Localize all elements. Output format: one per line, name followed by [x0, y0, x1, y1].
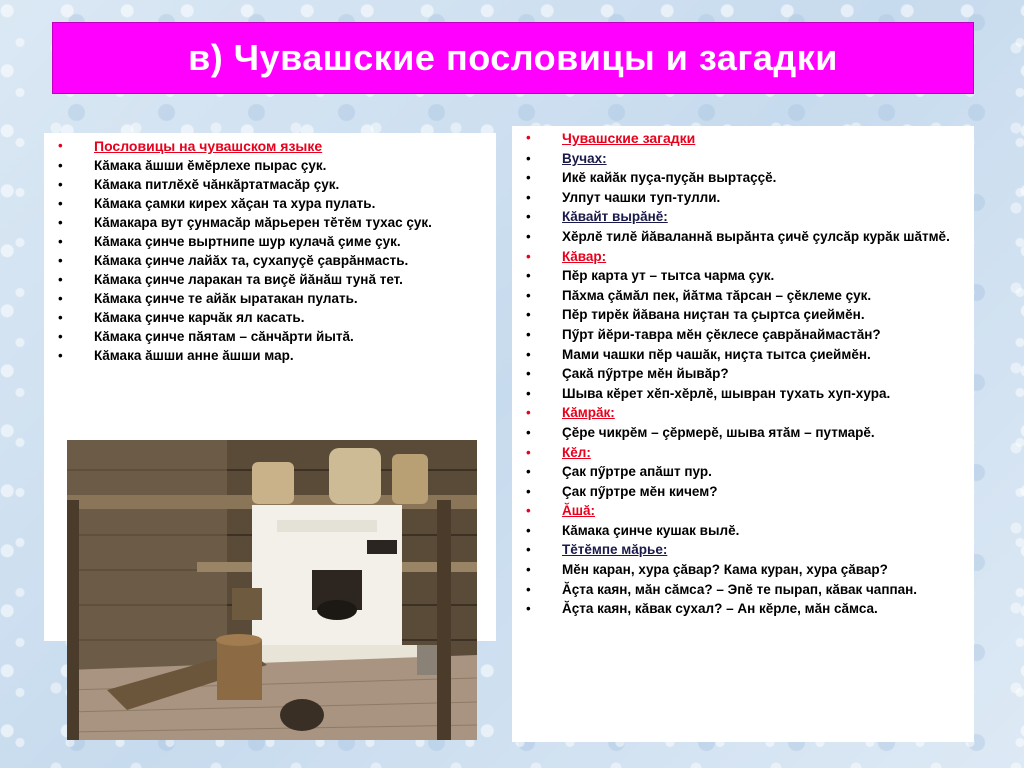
riddle-item: • Шыва кĕрет хĕп-хĕрлĕ, шывран тухать хуп-хура. — [526, 385, 891, 401]
bullet-icon: • — [58, 329, 63, 344]
bullet-icon: • — [526, 464, 531, 480]
bullet-icon: • — [526, 346, 531, 362]
riddle-category: • Кăвайт вырăнĕ: — [526, 209, 668, 225]
riddle-item: • Кăмака çинче кушак вылĕ. — [526, 522, 740, 538]
bullet-icon: • — [526, 522, 531, 538]
bullet-icon: • — [526, 542, 531, 558]
proverb-item: • Кăмака çинче карчăк ял касать. — [58, 310, 305, 325]
bullet-icon: • — [526, 562, 531, 578]
riddle-item: • Çĕре чикрĕм – çĕрмерĕ, шыва ятăм – путмарĕ. — [526, 424, 875, 440]
riddle-item: • Ăçта каян, мăн сăмса? – Эпĕ те пырап, кăвак чаппан. — [526, 581, 918, 597]
bullet-icon: • — [526, 601, 531, 617]
proverb-item: • Кăмака ăшши ĕмĕрлехе пырас çук. — [58, 158, 327, 173]
proverb-item: • Кăмака ăшши анне ăшши мар. — [58, 348, 294, 363]
proverbs-list — [44, 133, 496, 364]
bullet-icon: • — [526, 405, 531, 421]
riddle-item: • Çак пӳртре апăшт пур. — [526, 464, 712, 480]
proverb-item: • Кăмака çинче пăятам – сăнчăрти йытă. — [58, 329, 354, 344]
bullet-icon: • — [526, 307, 531, 323]
bullet-icon: • — [58, 138, 63, 153]
page-title: в) Чувашские пословицы и загадки — [188, 37, 838, 78]
riddle-item: • Улпут чашки туп-тулли. — [526, 189, 721, 205]
proverb-item: • Кăмака питлĕхĕ чăнкăртатмасăр çук. — [58, 177, 340, 192]
bullet-icon: • — [526, 287, 531, 303]
bullet-icon: • — [58, 234, 63, 249]
riddles-heading: • Чувашские загадки — [526, 130, 696, 146]
bullet-icon: • — [526, 581, 531, 597]
bullet-icon: • — [58, 215, 63, 230]
proverb-item: • Кăмака çамки кирех хăçан та хура пулать. — [58, 196, 376, 211]
bullet-icon: • — [58, 253, 63, 268]
riddle-item: • Ăçта каян, кăвак сухал? – Ан кĕрле, мăн сăмса. — [526, 601, 878, 617]
bullet-icon: • — [58, 348, 63, 363]
proverb-item: • Кăмака çинче те айăк ыратакан пулать. — [58, 291, 358, 306]
riddle-item: • Мĕн каран, хура çăвар? Кама куран, хура çăвар? — [526, 562, 888, 578]
bullet-icon: • — [526, 326, 531, 342]
riddles-list — [512, 126, 974, 617]
bullet-icon: • — [526, 170, 531, 186]
bullet-icon: • — [526, 503, 531, 519]
riddle-item: • Мами чашки пĕр чашăк, ниçта тытса çиеймĕн. — [526, 346, 871, 362]
bullet-icon: • — [526, 209, 531, 225]
bullet-icon: • — [526, 444, 531, 460]
title-banner — [52, 22, 974, 94]
bullet-icon: • — [58, 177, 63, 192]
bullet-icon: • — [526, 385, 531, 401]
riddle-item: • Хĕрлĕ тилĕ йăваланнă вырăнта çичĕ çулсăр курăк шăтмĕ. — [526, 228, 950, 244]
bullet-icon: • — [58, 272, 63, 287]
bullet-icon: • — [58, 158, 63, 173]
riddle-category: • Ăшă: — [526, 503, 596, 519]
riddle-item: • Пĕр тирĕк йăвана ниçтан та çыртса çиеймĕн. — [526, 307, 865, 323]
proverb-item: • Кăмака çинче лайăх та, сухапуçĕ çаврăнмасть. — [58, 253, 409, 268]
proverb-item: • Кăмака çинче ларакан та виçĕ йăнăш тунă тет. — [58, 272, 403, 287]
bullet-icon: • — [58, 310, 63, 325]
bullet-icon: • — [526, 366, 531, 382]
riddle-item: • Икĕ кайăк пуçа-пуçăн выртаççĕ. — [526, 170, 777, 186]
bullet-icon: • — [58, 196, 63, 211]
riddle-category: • Кăвар: — [526, 248, 607, 264]
proverbs-heading: • Пословицы на чувашском языке — [58, 138, 323, 154]
bullet-icon: • — [526, 228, 531, 244]
riddles-panel — [512, 126, 974, 742]
bullet-icon: • — [526, 248, 531, 264]
riddle-item: • Çак пӳртре мĕн кичем? — [526, 483, 718, 499]
riddle-category: • Кăмрăк: — [526, 405, 615, 421]
bullet-icon: • — [526, 424, 531, 440]
bullet-icon: • — [526, 189, 531, 205]
bullet-icon: • — [526, 130, 531, 145]
riddle-item: • Çакă пӳртре мĕн йывăр? — [526, 366, 729, 382]
riddle-item: • Пӳрт йĕри-тавра мĕн çĕклесе çаврăнаймастăн? — [526, 326, 881, 342]
bullet-icon: • — [526, 268, 531, 284]
stove-photo — [67, 440, 477, 740]
proverb-item: • Кăмака çинче выртнипе шур кулачă çиме çук. — [58, 234, 401, 249]
bullet-icon: • — [58, 291, 63, 306]
bullet-icon: • — [526, 150, 531, 166]
proverb-item: • Кăмакара вут çунмасăр мăрьерен тĕтĕм тухас çук. — [58, 215, 432, 230]
riddle-category: • Кĕл: — [526, 444, 591, 460]
bullet-icon: • — [526, 483, 531, 499]
riddle-category: • Тĕтĕмпе мăрье: — [526, 542, 668, 558]
riddle-item: • Пĕр карта ут – тытса чарма çук. — [526, 268, 775, 284]
riddle-item: • Пăхма çăмăл пек, йăтма тăрсан – çĕклеме çук. — [526, 287, 872, 303]
riddle-category: • Вучах: — [526, 150, 607, 166]
